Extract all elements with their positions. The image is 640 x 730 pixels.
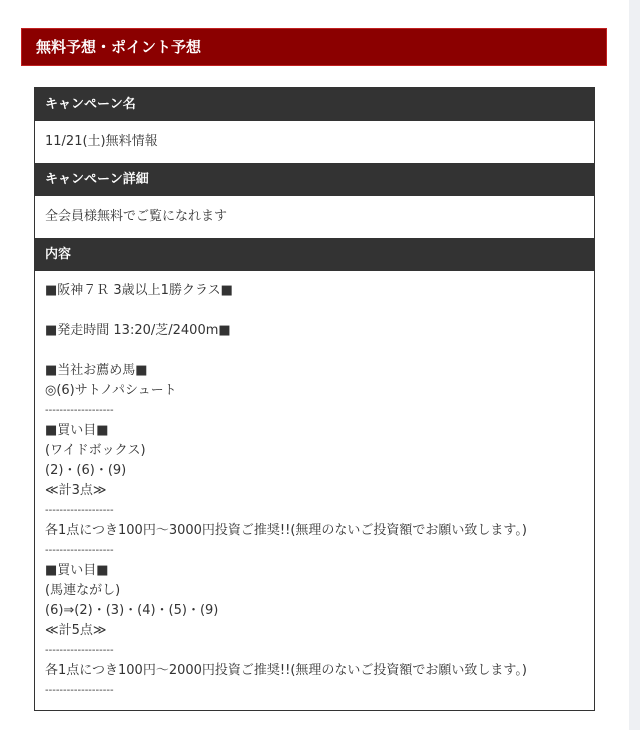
buy1-note: 各1点につき100円～3000円投資ご推奨!!(無理のないご投資額でお願い致します。) <box>45 523 527 538</box>
content-body <box>35 271 594 701</box>
campaign-name-value: 11/21(土)無料情報 <box>45 134 158 149</box>
buy2-type: (馬連ながし) <box>45 583 121 598</box>
buy1-total: ≪計3点≫ <box>45 483 107 498</box>
buy1-heading: ■買い目■ <box>45 423 109 438</box>
race-info: ■阪神７Ｒ 3歳以上1勝クラス■ <box>45 283 233 298</box>
separator: ------------------- <box>45 685 114 696</box>
campaign-panel <box>34 87 595 711</box>
campaign-detail-label: キャンペーン詳細 <box>35 163 594 196</box>
page-edge <box>629 0 640 730</box>
section-title: 無料予想・ポイント予想 <box>21 28 607 66</box>
buy1-type: (ワイドボックス) <box>45 443 146 458</box>
buy2-total: ≪計5点≫ <box>45 623 107 638</box>
buy2-combo: (6)⇒(2)・(3)・(4)・(5)・(9) <box>45 603 219 618</box>
separator: ------------------- <box>45 645 114 656</box>
separator: ------------------- <box>45 545 114 556</box>
buy2-heading: ■買い目■ <box>45 563 109 578</box>
separator: ------------------- <box>45 405 114 416</box>
start-time: ■発走時間 13:20/芝/2400m■ <box>45 323 231 338</box>
recommend-heading: ■当社お薦め馬■ <box>45 363 148 378</box>
recommend-horse: ◎(6)サトノパシュート <box>45 383 177 398</box>
buy2-note: 各1点につき100円～2000円投資ご推奨!!(無理のないご投資額でお願い致します。) <box>45 663 527 678</box>
campaign-name-label: キャンペーン名 <box>35 88 594 121</box>
campaign-detail-value: 全会員様無料でご覧になれます <box>45 209 228 224</box>
content-label: 内容 <box>35 238 594 271</box>
buy1-combo: (2)・(6)・(9) <box>45 463 127 478</box>
separator: ------------------- <box>45 505 114 516</box>
